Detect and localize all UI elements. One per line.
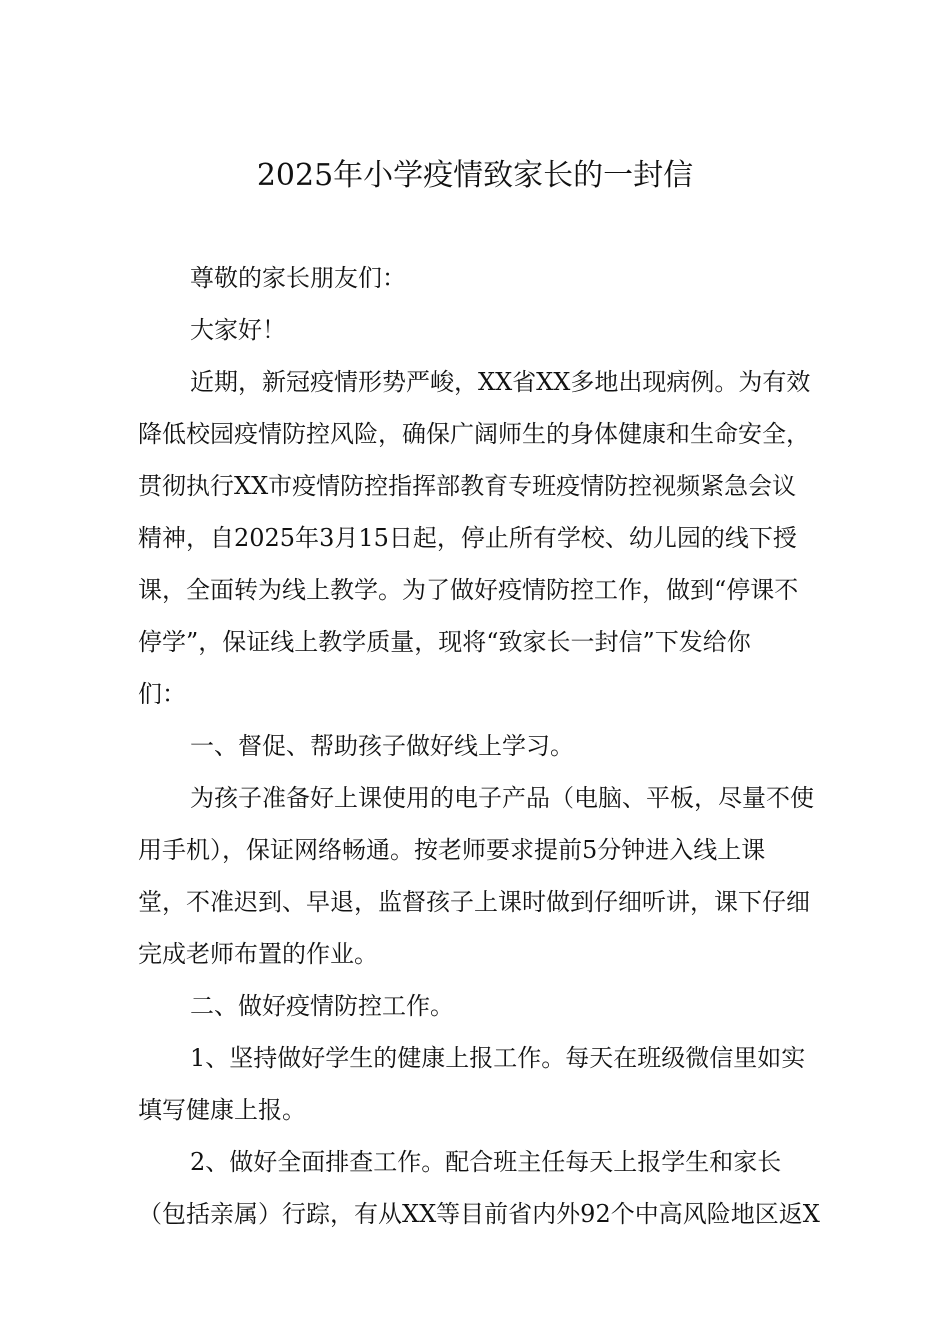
intro-line: 停学”，保证线上教学质量，现将“致家长一封信”下发给你 [138,628,751,656]
intro-line: 精神，自2025年3月15日起，停止所有学校、幼儿园的线下授 [138,524,797,552]
section1-line: 为孩子准备好上课使用的电子产品（电脑、平板，尽量不使 [190,784,814,812]
section1-heading: 一、督促、帮助孩子做好线上学习。 [190,732,574,760]
item1-line: 填写健康上报。 [138,1096,306,1124]
document-body [138,252,828,1240]
intro-line: 贯彻执行XX市疫情防控指挥部教育专班疫情防控视频紧急会议 [138,472,797,500]
salutation: 尊敬的家长朋友们： [190,264,406,292]
document-title: 2025年小学疫情致家长的一封信 [256,158,694,193]
intro-line: 课，全面转为线上教学。为了做好疫情防控工作，做到“停课不 [138,576,799,604]
item2-paragraph [138,1136,828,1240]
greeting: 大家好！ [190,316,286,344]
intro-line: 近期，新冠疫情形势严峻，XX省XX多地出现病例。为有效 [190,368,811,396]
item1-line: 1、坚持做好学生的健康上报工作。每天在班级微信里如实 [190,1044,806,1072]
section1-line: 堂，不准迟到、早退，监督孩子上课时做到仔细听讲，课下仔细 [138,888,810,916]
section1-line: 完成老师布置的作业。 [138,940,378,968]
item2-line: 2、做好全面排查工作。配合班主任每天上报学生和家长 [190,1148,782,1176]
item1-paragraph [138,1032,828,1136]
item2-line: （包括亲属）行踪，有从XX等目前省内外92个中高风险地区返X [138,1200,820,1228]
intro-paragraph [138,356,828,720]
intro-line: 降低校园疫情防控风险，确保广阔师生的身体健康和生命安全， [138,420,810,448]
intro-line: 们： [138,680,186,708]
section1-line: 用手机），保证网络畅通。按老师要求提前5分钟进入线上课 [138,836,766,864]
section2-heading: 二、做好疫情防控工作。 [190,992,454,1020]
section1-paragraph [138,772,828,980]
